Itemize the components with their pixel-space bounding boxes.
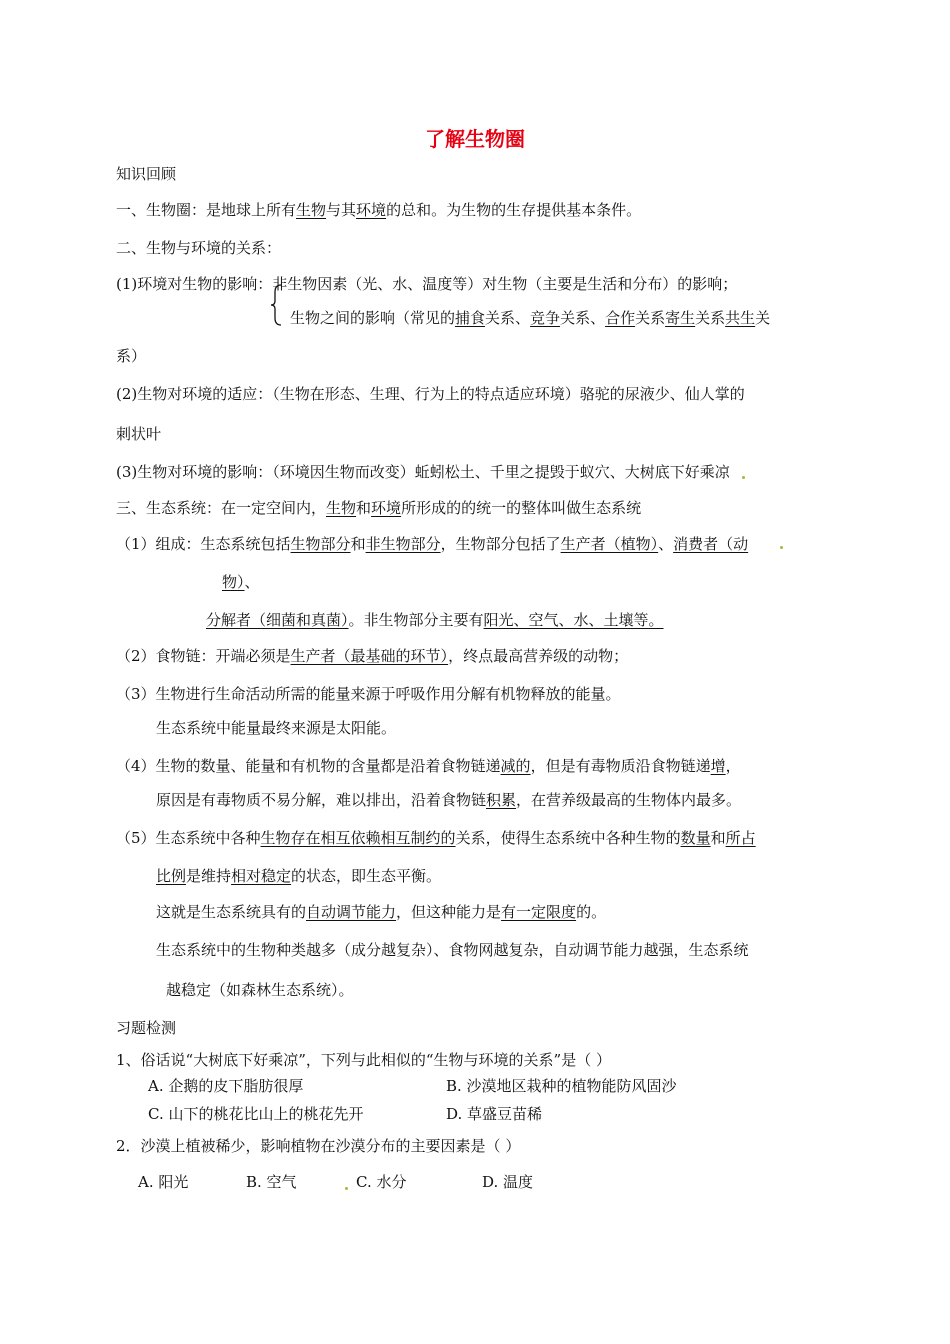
text: 所形成的的统一的整体叫做生态系统 bbox=[401, 499, 642, 517]
underlined-term: 阳光、空气、水、土壤等。 bbox=[483, 611, 664, 629]
paragraph-toxins bbox=[156, 790, 741, 810]
underlined-term: 相对稳定 bbox=[231, 867, 292, 885]
question-2-option-d: D. 温度 bbox=[482, 1173, 534, 1191]
text: ，生物部分包括了 bbox=[440, 535, 561, 553]
underlined-term: 生产者（植物） bbox=[560, 535, 659, 553]
paragraph-stability: 生态系统中的生物种类越多（成分越复杂）、食物网越复杂，自动调节能力越强，生态系统 bbox=[156, 941, 749, 959]
underlined-term: 自动调节能力 bbox=[306, 903, 397, 921]
text: 、 bbox=[658, 535, 674, 553]
underlined-term: 减的 bbox=[500, 757, 531, 775]
question-1-option-b: B. 沙漠地区栽种的植物能防风固沙 bbox=[446, 1077, 677, 1095]
text: 三、生态系统：在一定空间内， bbox=[116, 499, 327, 517]
paragraph-food-chain bbox=[116, 646, 628, 666]
underlined-term: 共生 bbox=[725, 309, 756, 327]
paragraph-continuation: 越稳定（如森林生态系统）。 bbox=[166, 981, 354, 999]
text: 关系、 bbox=[485, 309, 531, 327]
text: 是维持 bbox=[186, 867, 232, 885]
paragraph-balance bbox=[116, 828, 756, 848]
text: ， bbox=[725, 757, 741, 775]
text: ，但这种能力是 bbox=[396, 903, 502, 921]
underlined-term: 非生物部分 bbox=[365, 535, 441, 553]
question-2-option-c: C. 水分 bbox=[356, 1173, 407, 1191]
question-2-stem: 2．沙漠上植被稀少，影响植物在沙漠分布的主要因素是（ ） bbox=[116, 1137, 521, 1155]
question-1-option-a: A. 企鹅的皮下脂肪很厚 bbox=[148, 1077, 304, 1095]
underlined-term: 环境 bbox=[356, 201, 387, 219]
question-2-option-b: B. 空气 bbox=[246, 1173, 297, 1191]
underlined-term: 生产者（最基础的环节） bbox=[290, 647, 449, 665]
underlined-term: 生物 bbox=[326, 499, 357, 517]
paragraph-env-effect: (1)环境对生物的影响：非生物因素（光、水、温度等）对生物（主要是生活和分布）的影响； bbox=[116, 275, 738, 293]
underlined-term: 生物部分 bbox=[290, 535, 351, 553]
underlined-term: 物） bbox=[222, 573, 245, 591]
paragraph-decomposers bbox=[206, 610, 664, 630]
paragraph-ecosystem bbox=[116, 498, 641, 518]
underlined-term: 比例 bbox=[156, 867, 187, 885]
text: 关系，使得生态系统中各种生物的 bbox=[455, 829, 681, 847]
paragraph-bio-effect: (3)生物对环境的影响：（环境因生物而改变）蚯蚓松土、千里之提毁于蚁穴、大树底下好乘凉 bbox=[116, 463, 730, 481]
text: 一、生物圈：是地球上所有 bbox=[116, 201, 297, 219]
paragraph-biosphere bbox=[116, 200, 641, 220]
decorative-dot bbox=[742, 476, 745, 479]
question-1-stem: 1、俗话说“大树底下好乘凉”，下列与此相似的“生物与环境的关系”是（ ） bbox=[116, 1051, 611, 1069]
decorative-dot bbox=[780, 546, 783, 549]
section-heading-review: 知识回顾 bbox=[116, 165, 177, 183]
underlined-term: 合作 bbox=[605, 309, 636, 327]
question-1-option-d: D. 草盛豆苗稀 bbox=[446, 1105, 543, 1123]
paragraph-continuation: 刺状叶 bbox=[116, 425, 162, 443]
underlined-term: 竞争 bbox=[530, 309, 561, 327]
text: 关系 bbox=[635, 309, 666, 327]
text: 。非生物部分主要有 bbox=[348, 611, 484, 629]
text: （4）生物的数量、能量和有机物的含量都是沿着食物链递 bbox=[116, 757, 501, 775]
underlined-term: 环境 bbox=[371, 499, 402, 517]
underlined-term: 分解者（细菌和真菌） bbox=[206, 611, 349, 629]
paragraph-bio-interaction bbox=[290, 308, 770, 328]
text: 关系 bbox=[695, 309, 726, 327]
paragraph-self-regulation bbox=[156, 902, 606, 922]
paragraph-composition bbox=[116, 534, 748, 554]
text: 、 bbox=[244, 573, 260, 591]
decorative-dot bbox=[345, 1187, 348, 1190]
text: 关 bbox=[755, 309, 771, 327]
text: （5）生态系统中各种 bbox=[116, 829, 261, 847]
text: 生物之间的影响（常见的 bbox=[290, 309, 456, 327]
text: 原因是有毒物质不易分解，难以排出，沿着食物链 bbox=[156, 791, 487, 809]
paragraph-continuation: 系） bbox=[116, 347, 147, 365]
underlined-term: 捕食 bbox=[455, 309, 486, 327]
text: 关系、 bbox=[560, 309, 606, 327]
underlined-term: 生物 bbox=[296, 201, 327, 219]
text: ，在营养级最高的生物体内最多。 bbox=[516, 791, 742, 809]
underlined-term: 所占 bbox=[725, 829, 756, 847]
text: （1）组成：生态系统包括 bbox=[116, 535, 291, 553]
text: ，终点最高营养级的动物； bbox=[448, 647, 629, 665]
text: 这就是生态系统具有的 bbox=[156, 903, 307, 921]
question-1-option-c: C. 山下的桃花比山上的桃花先开 bbox=[148, 1105, 364, 1123]
paragraph-energy-source: 生态系统中能量最终来源是太阳能。 bbox=[156, 719, 397, 737]
paragraph-continuation bbox=[156, 866, 441, 886]
underlined-term: 寄生 bbox=[665, 309, 696, 327]
text: 的。 bbox=[576, 903, 607, 921]
text: 和 bbox=[710, 829, 726, 847]
paragraph-relation-heading: 二、生物与环境的关系： bbox=[116, 239, 282, 257]
section-heading-exercises: 习题检测 bbox=[116, 1019, 177, 1037]
underlined-term: 积累 bbox=[486, 791, 517, 809]
paragraph-continuation bbox=[222, 572, 260, 592]
underlined-term: 数量 bbox=[680, 829, 711, 847]
curly-brace-icon bbox=[270, 284, 282, 326]
text: 的总和。为生物的生存提供基本条件。 bbox=[386, 201, 642, 219]
paragraph-energy: （3）生物进行生命活动所需的能量来源于呼吸作用分解有机物释放的能量。 bbox=[116, 685, 621, 703]
text: 和 bbox=[356, 499, 372, 517]
question-2-option-a: A. 阳光 bbox=[138, 1173, 189, 1191]
text: （2）食物链：开端必须是 bbox=[116, 647, 291, 665]
text: 与其 bbox=[326, 201, 357, 219]
paragraph-adaptation: (2)生物对环境的适应：（生物在形态、生理、行为上的特点适应环境）骆驼的尿液少、仙人掌的 bbox=[116, 385, 745, 403]
paragraph-quantity bbox=[116, 756, 741, 776]
document-title: 了解生物圈 bbox=[425, 127, 525, 151]
text: 的状态，即生态平衡。 bbox=[291, 867, 442, 885]
underlined-term: 生物存在相互依赖相互制约的 bbox=[260, 829, 456, 847]
text: ，但是有毒物质沿食物链递 bbox=[530, 757, 711, 775]
underlined-term: 增 bbox=[710, 757, 726, 775]
underlined-term: 消费者（动 bbox=[673, 535, 749, 553]
text: 和 bbox=[350, 535, 366, 553]
underlined-term: 有一定限度 bbox=[501, 903, 577, 921]
